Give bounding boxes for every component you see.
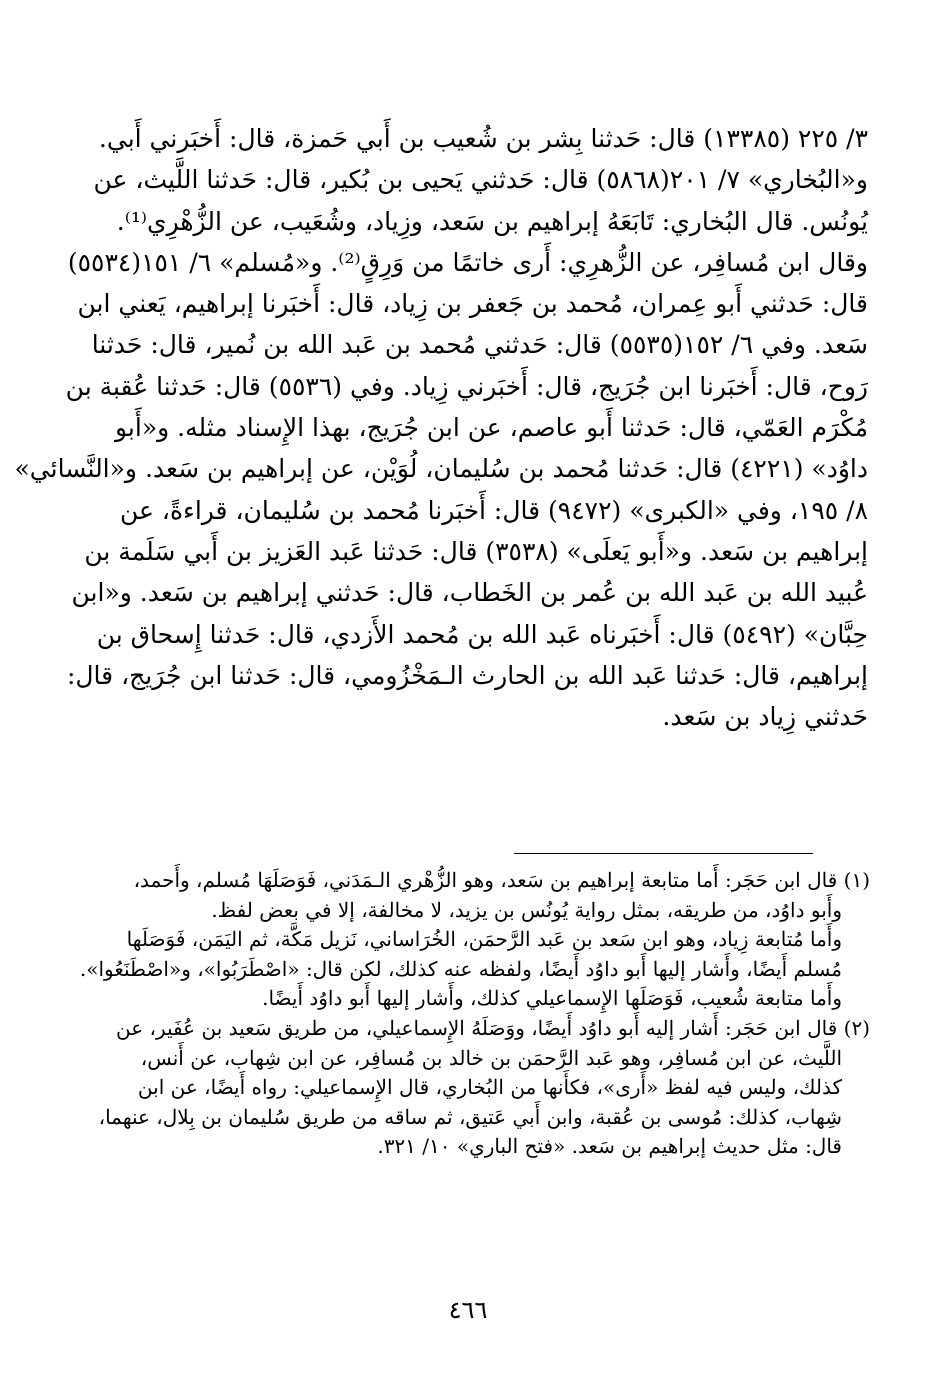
main-line: وقال ابن مُسافِر، عن الزُّهرِي: أَرى خاتمًا من وَرِقٍ⁽²⁾. و«مُسلم» ٦/ ١٥١(٥٥٣٤) [67, 247, 868, 277]
main-line: رَوح، قال: أَخبَرنا ابن جُرَيج، قال: أَخبَرني زِياد. وفي (٥٥٣٦) قال: حَدثنا عُقبة بن [65, 371, 868, 401]
footnotes [70, 866, 870, 1162]
main-line: ٨/ ١٩٥، وفي «الكبرى» (٩٤٧٢) قال: أَخبَرنا مُحمد بن سُليمان، قراءةً، عن [120, 495, 868, 525]
footnote-line: وأَما مُتابعة زِياد، وهو ابن سَعد بن عَبد الرَّحمَن، الخُرَاساني، نَزيل مَكَّة، ثم اليَمَن، فَوَصَلَها [126, 927, 842, 952]
main-line: حَدثني زِياد بن سَعد. [662, 702, 868, 732]
footnote-line: كذلك، وليس فيه لفظ «أَرى»، فكأَنها من البُخاري، قال الإِسماعيلي: رواه أَيضًا، عن ابن [137, 1075, 842, 1100]
main-line: مُكْرَم العَمّي، قال: حَدثنا أَبو عاصم، عن ابن جُرَيج، بهذا الإِسناد مثله. و«أَبو [115, 413, 868, 443]
main-line: إبراهيم، قال: حَدثنا عَبد الله بن الحارث الـمَخْزُومي، قال: حَدثنا ابن جُرَيج، قال: [66, 660, 868, 690]
main-line: داوُد» (٤٢٢١) قال: حَدثنا مُحمد بن سُليمان، لُوَيْن، عن إبراهيم بن سَعد. و«النَّسائي» [14, 454, 868, 484]
footnote-line: مُسلم أَيضًا، وأَشار إليها أَبو داوُد أَيضًا، ولفظه عنه كذلك، لكن قال: «اصْطَرَبُوا»، و«اصْطَنَعُوا». [79, 956, 842, 981]
main-line: إبراهيم بن سَعد. و«أَبو يَعلَى» (٣٥٣٨) قال: حَدثنا عَبد العَزيز بن أَبي سَلَمة بن [84, 536, 868, 566]
footnote-line: وأَبو داوُد، من طريقه، بمثل رواية يُونُس بن يزيد، لا مخالفة، إلا في بعض لفظ. [211, 897, 842, 922]
page-number: ٤٦٦ [448, 1296, 488, 1324]
footnote-separator [514, 853, 813, 854]
footnote-line: (١) قال ابن حَجَر: أَما متابعة إبراهيم بن سَعد، وهو الزُّهْري الـمَدَني، فَوَصَلَهَا مُسلم، وأَحمد، [133, 868, 870, 892]
main-line: قال: حَدثني أَبو عِمران، مُحمد بن جَعفر بن زِياد، قال: أَخبَرنا إبراهيم، يَعني ابن [77, 289, 868, 319]
main-line: عُبيد الله بن عَبد الله بن عُمر بن الخَطاب، قال: حَدثني إبراهيم بن سَعد. و«ابن [71, 578, 868, 608]
footnote-line: (٢) قال ابن حَجَر: أَشار إليه أَبو داوُد أَيضًا، ووَصَلَهُ الإِسماعيلي، من طريق سَعيد بن عُفَير، عن [116, 1015, 870, 1040]
main-line: سَعد. وفي ٦/ ١٥٢(٥٥٣٥) قال: حَدثني مُحمد بن عَبد الله بن نُمير، قال: حَدثنا [91, 330, 868, 360]
main-line: يُونُس. قال البُخاري: تَابَعَهُ إبراهيم بن سَعد، وزِياد، وشُعَيب، عن الزُّهْرِي⁽¹⁾. [116, 206, 868, 236]
footnote-line: قال: مثل حديث إبراهيم بن سَعد. «فتح الباري» ١٠/ ٣٢١. [377, 1134, 842, 1159]
main-line: حِبَّان» (٥٤٩٢) قال: أَخبَرناه عَبد الله بن مُحمد الأَزدي، قال: حَدثنا إِسحاق بن [96, 619, 868, 649]
main-line: و«البُخاري» ٧/ ٢٠١(٥٨٦٨) قال: حَدثني يَحيى بن بُكير، قال: حَدثنا اللَّيث، عن [93, 165, 868, 195]
footnote-line: شِهاب، كذلك: مُوسى بن عُقبة، وابن أَبي عَتيق، ثم ساقه من طريق سُليمان بن بِلال، عنهما، [98, 1104, 842, 1129]
footnote-line: اللَّيث، عن ابن مُسافِر، وهو عَبد الرَّحمَن بن خالد بن مُسافِر، عن ابن شِهاب، عن أَنس، [140, 1045, 842, 1070]
footnote-line: وأَما متابعة شُعيب، فَوَصَلَها الإِسماعيلي كذلك، وأَشار إليها أَبو داوُد أَيضًا. [262, 986, 842, 1011]
main-line: ٣/ ٢٢٥ (١٣٣٨٥) قال: حَدثنا بِشر بن شُعيب بن أَبي حَمزة، قال: أَخبَرني أَبي. [98, 124, 868, 153]
main-text [14, 118, 868, 737]
